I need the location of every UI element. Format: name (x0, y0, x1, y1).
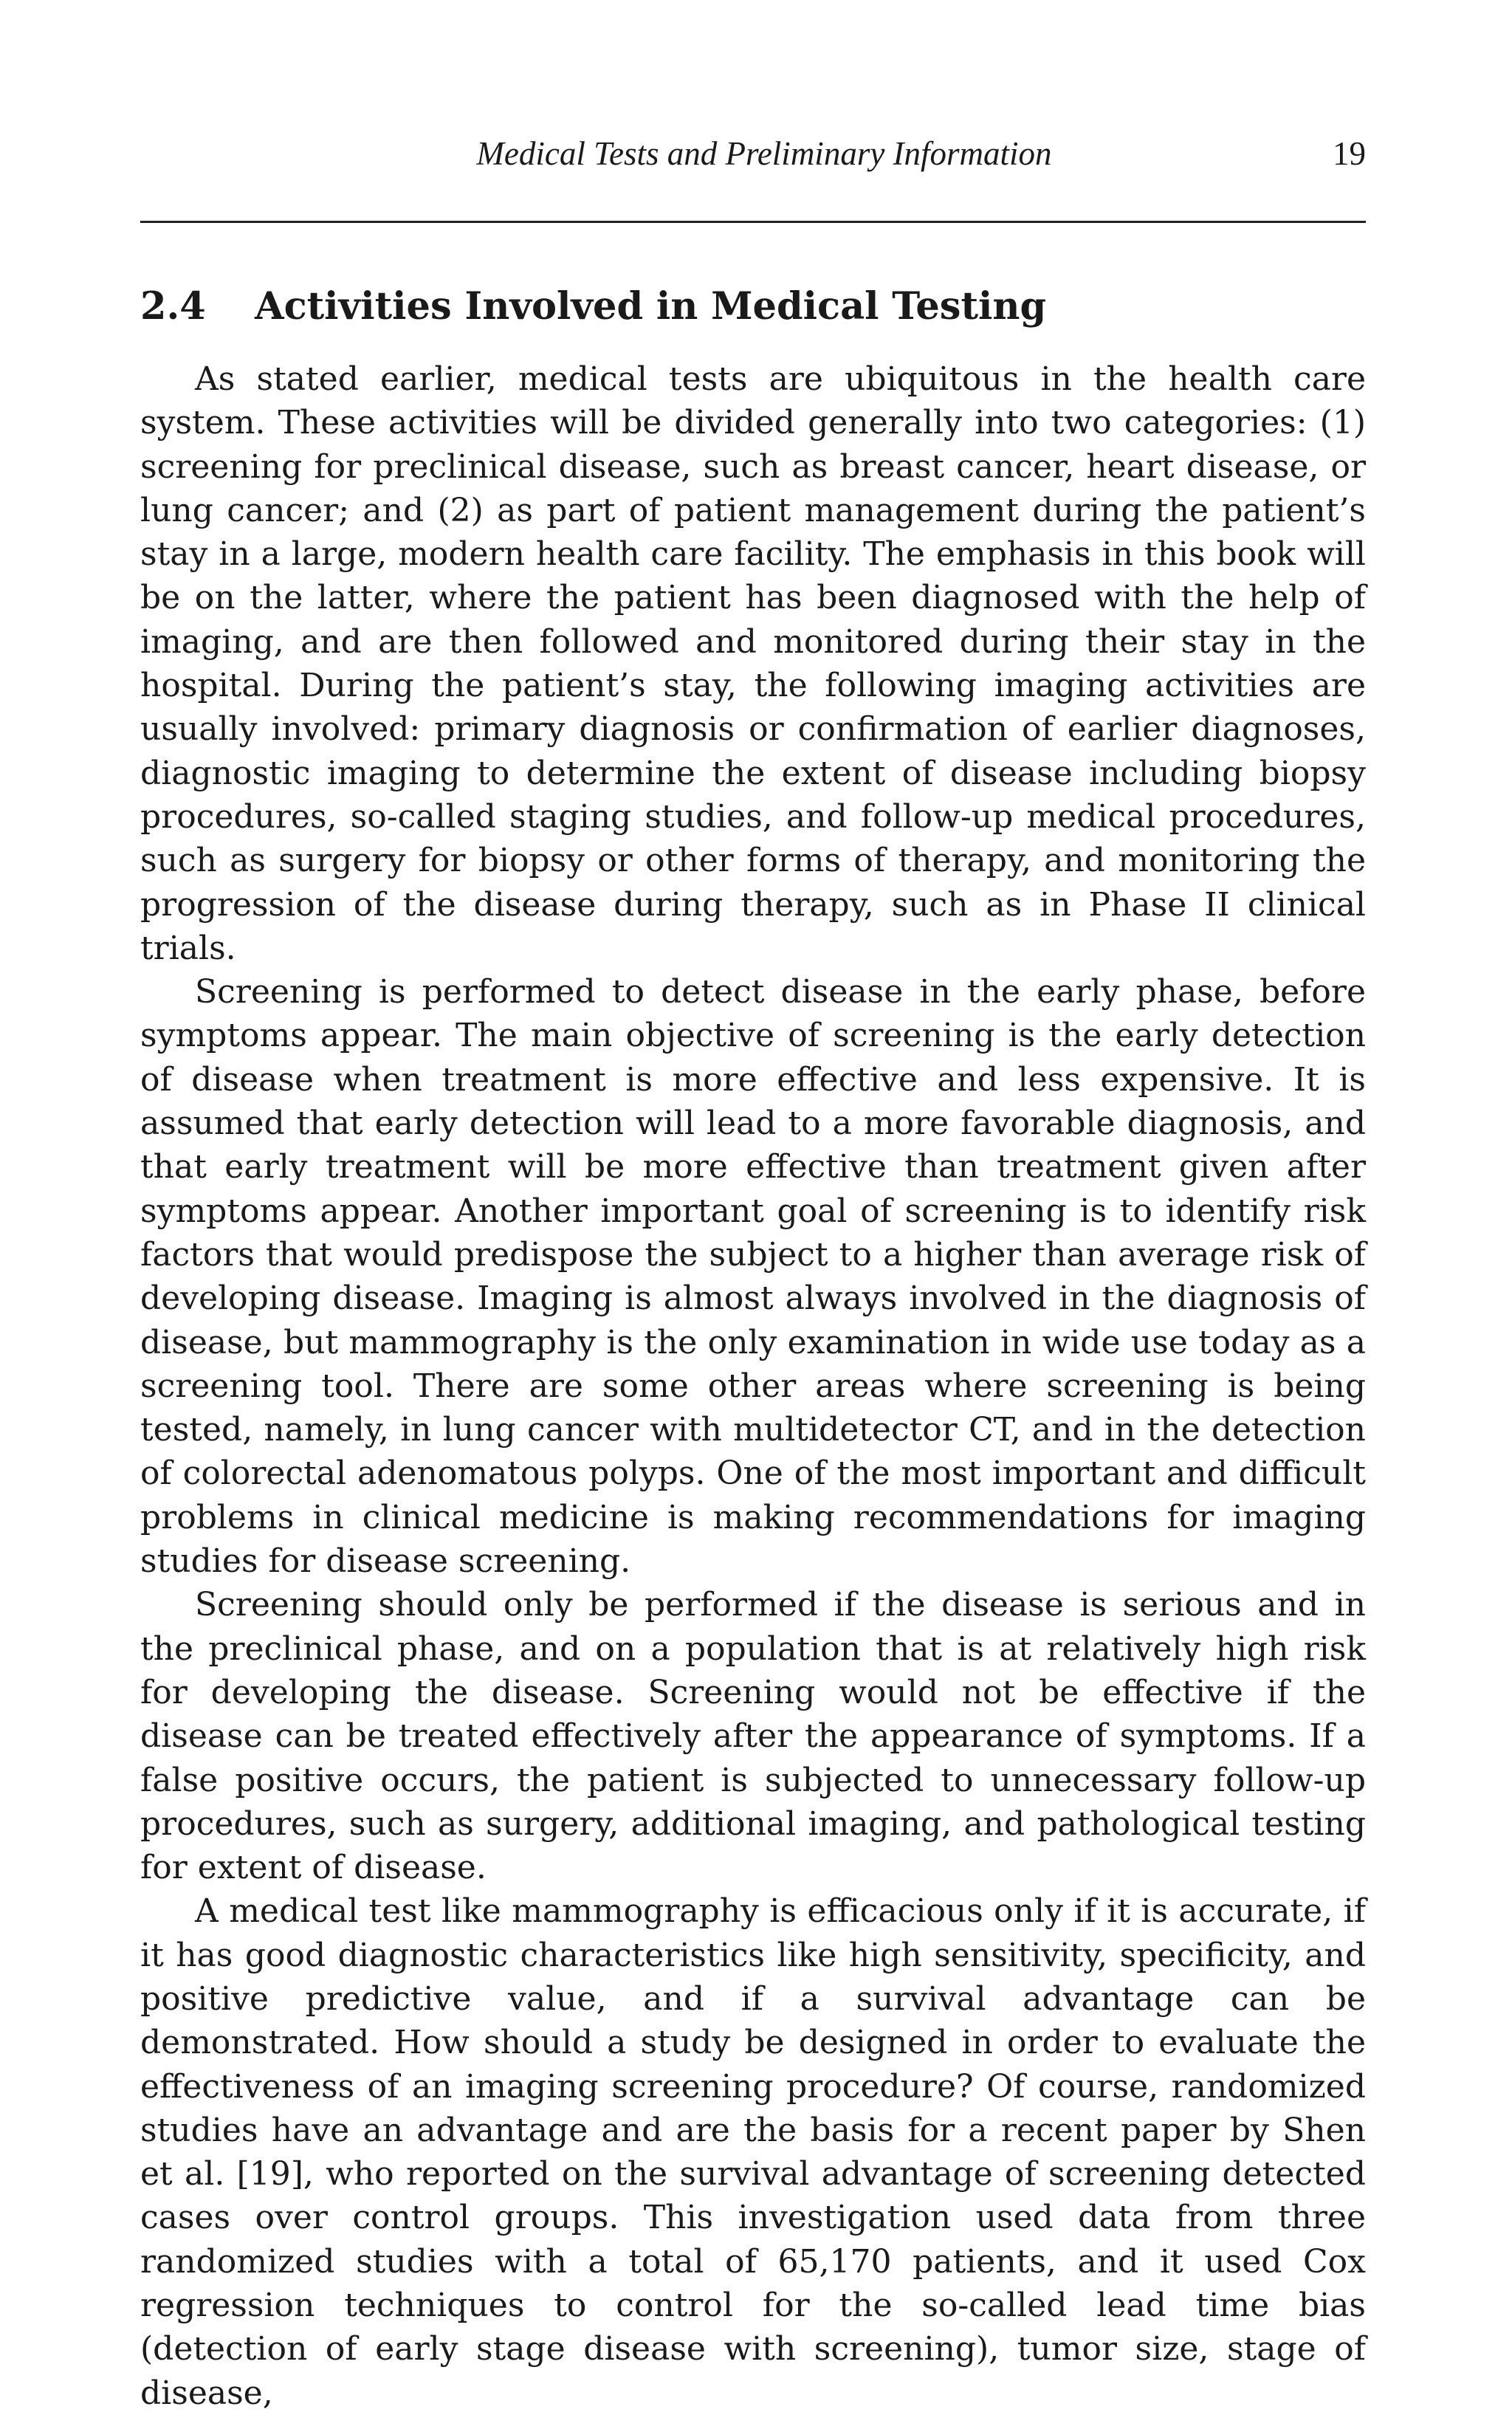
body-text (140, 357, 1366, 2415)
running-title: Medical Tests and Preliminary Information (476, 135, 1052, 172)
paragraph-screening-purpose: Screening is performed to detect disease in the early phase, before symptoms appear. The main objective of screening is the early detection of disease when treatment is more effective and less expensive. It is assumed that early detection will lead to a more favorable diagnosis, and that early treatment will be more effective than treatment given after symptoms appear. Another important goal of screening is to identify risk factors that would predispose the subject to a higher than average risk of developing disease. Imaging is almost always involved in the diagnosis of disease, but mammography is the only examination in wide use today as a screening tool. There are some other areas where screening is being tested, namely, in lung cancer with multidetector CT, and in the detection of colorectal adenomatous polyps. One of the most important and difficult problems in clinical medicine is making recommendations for imaging studies for disease screening. (140, 973, 1366, 1581)
section-number: 2.4 (140, 284, 206, 329)
header-rule (140, 221, 1366, 223)
section-title: Activities Involved in Medical Testing (255, 284, 1047, 329)
running-head (140, 131, 1366, 183)
page-number: 19 (1333, 135, 1366, 172)
paragraph-mammography-efficacy: A medical test like mammography is efficacious only if it is accurate, if it has good diagnostic characteristics like high sensitivity, specificity, and positive predictive value, and if a survival advantage can be demonstrated. How should a study be designed in order to evaluate the effectiveness of an imaging screening procedure? Of course, randomized studies have an advantage and are the basis for a recent paper by Shen et al. [19], who reported on the survival advantage of screening detected cases over control groups. This investigation used data from three randomized studies with a total of 65,170 patients, and it used Cox regression techniques to control for the so-called lead time bias (detection of early stage disease with screening), tumor size, stage of disease, (140, 1892, 1366, 2412)
paragraph-screening-conditions: Screening should only be performed if the disease is serious and in the preclinical phase, and on a population that is at relatively high risk for developing the disease. Screening would not be effective if the disease can be treated effectively after the appearance of symptoms. If a false positive occurs, the patient is subjected to unnecessary follow-up procedures, such as surgery, additional imaging, and pathological testing for extent of disease. (140, 1586, 1366, 1887)
section-heading (140, 281, 1366, 332)
paragraph-activities-overview: As stated earlier, medical tests are ubiquitous in the health care system. These activities will be divided generally into two categories: (1) screening for preclinical disease, such as breast cancer, heart disease, or lung cancer; and (2) as part of patient management during the patient’s stay in a large, modern health care facility. The emphasis in this book will be on the latter, where the patient has been diagnosed with the help of imaging, and are then followed and monitored during their stay in the hospital. During the patient’s stay, the following imaging activities are usually involved: primary diagnosis or confirmation of earlier diagnoses, diagnostic imaging to determine the extent of disease including biopsy procedures, so-called staging studies, and follow-up medical procedures, such as surgery for biopsy or other forms of therapy, and monitoring the progression of the disease during therapy, such as in Phase II clinical trials. (140, 360, 1366, 967)
